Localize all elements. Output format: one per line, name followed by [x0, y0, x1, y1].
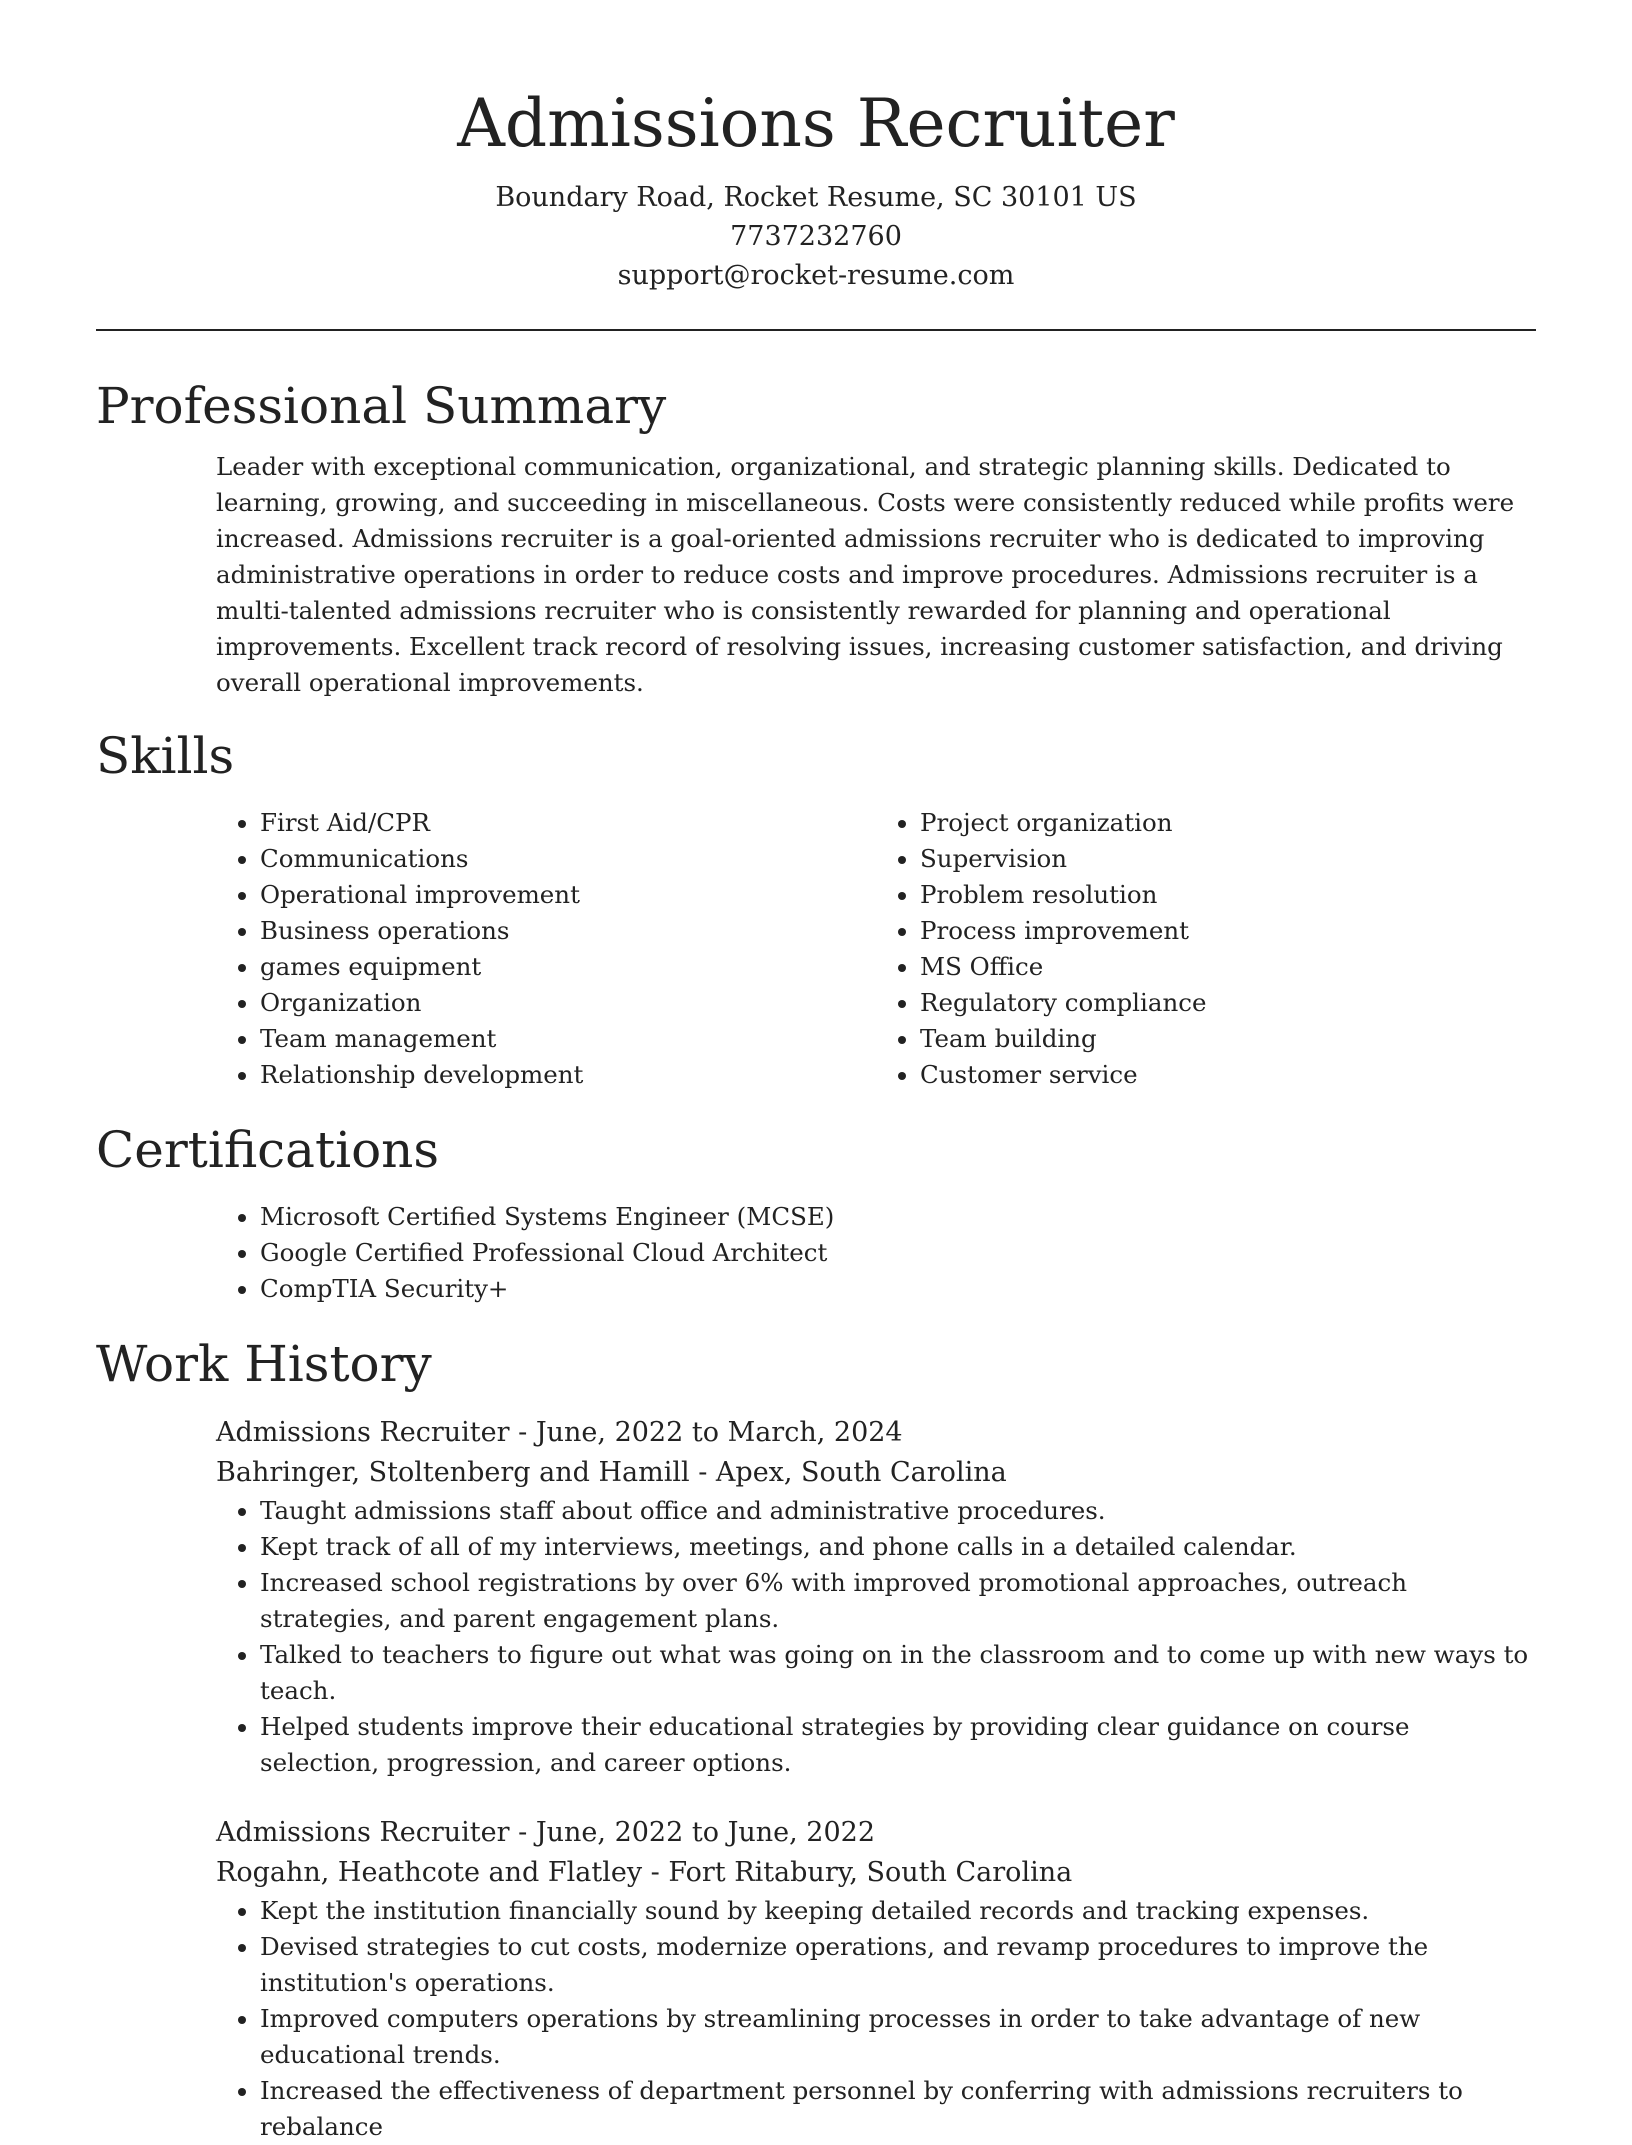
contact-phone: 7737232760 — [730, 221, 902, 252]
certification-item: • Google Certified Professional Cloud Architect — [260, 1235, 1536, 1271]
contact-info — [96, 178, 1536, 295]
skill-item: • Relationship development — [260, 1057, 876, 1093]
skill-item: • Business operations — [260, 913, 876, 949]
skill-item: • Supervision — [920, 841, 1536, 877]
contact-address: Boundary Road, Rocket Resume, SC 30101 US — [495, 182, 1137, 213]
job-bullet: • Devised strategies to cut costs, modernize operations, and revamp procedures to improve the institution's operations. — [260, 1929, 1536, 2001]
skills-list-right — [876, 805, 1536, 1093]
certifications-heading: Certifications — [96, 1121, 440, 1179]
job-company-location: Rogahn, Heathcote and Flatley - Fort Ritabury, South Carolina — [216, 1857, 1073, 1888]
candidate-name: Admissions Recruiter — [457, 85, 1175, 162]
work-history-heading: Work History — [96, 1335, 432, 1393]
contact-email: support@rocket-resume.com — [617, 260, 1015, 291]
skill-item: • Problem resolution — [920, 877, 1536, 913]
skill-item: • MS Office — [920, 949, 1536, 985]
summary-heading: Professional Summary — [96, 377, 667, 435]
skill-item: • Regulatory compliance — [920, 985, 1536, 1021]
skill-item: • Communications — [260, 841, 876, 877]
resume-header — [96, 0, 1536, 295]
summary-text: Leader with exceptional communication, organizational, and strategic planning skills. Dedicated to learning, growing, and succeeding in miscellaneous. Costs were consistently reduced while profits were increased. Admissions recruiter is a goal-oriented admissions recruiter who is dedicated to improving administrative operations in order to reduce costs and improve procedures. Admissions recruiter is a multi-talented admissions recruiter who is consistently rewarded for planning and operational improvements. Excellent track record of resolving issues, increasing customer satisfaction, and driving overall operational improvements. — [216, 452, 1515, 697]
job-entry — [216, 1413, 1536, 1781]
header-divider — [96, 329, 1536, 331]
certification-item: • Microsoft Certified Systems Engineer (MCSE) — [260, 1199, 1536, 1235]
job-bullet: • Increased school registrations by over 6% with improved promotional approaches, outreach strategies, and parent engagement plans. — [260, 1565, 1536, 1637]
skill-item: • First Aid/CPR — [260, 805, 876, 841]
certification-item: • CompTIA Security+ — [260, 1271, 1536, 1307]
skill-item: • Team building — [920, 1021, 1536, 1057]
job-bullets — [216, 1493, 1536, 1781]
skills-grid — [216, 805, 1536, 1093]
job-bullet: • Talked to teachers to figure out what was going on in the classroom and to come up with new ways to teach. — [260, 1637, 1536, 1709]
job-bullet: • Kept the institution financially sound by keeping detailed records and tracking expenses. — [260, 1893, 1536, 1929]
job-bullet: • Increased the effectiveness of department personnel by conferring with admissions recruiters to rebalance — [260, 2073, 1536, 2145]
skill-item: • Customer service — [920, 1057, 1536, 1093]
job-title-dates: Admissions Recruiter - June, 2022 to March, 2024 — [216, 1417, 903, 1448]
skill-item: • games equipment — [260, 949, 876, 985]
skill-item: • Organization — [260, 985, 876, 1021]
job-bullets — [216, 1893, 1536, 2145]
skill-item: • Team management — [260, 1021, 876, 1057]
skill-item: • Process improvement — [920, 913, 1536, 949]
job-bullet: • Improved computers operations by streamlining processes in order to take advantage of new educational trends. — [260, 2001, 1536, 2073]
job-entry — [216, 1813, 1536, 2145]
skill-item: • Project organization — [920, 805, 1536, 841]
job-title-dates: Admissions Recruiter - June, 2022 to June, 2022 — [216, 1817, 876, 1848]
job-bullet: • Helped students improve their educational strategies by providing clear guidance on course selection, progression, and career options. — [260, 1709, 1536, 1781]
job-company-location: Bahringer, Stoltenberg and Hamill - Apex, South Carolina — [216, 1457, 1007, 1488]
job-bullet: • Kept track of all of my interviews, meetings, and phone calls in a detailed calendar. — [260, 1529, 1536, 1565]
skills-list-left — [216, 805, 876, 1093]
skill-item: • Operational improvement — [260, 877, 876, 913]
skills-heading: Skills — [96, 727, 235, 785]
resume-page — [96, 0, 1536, 2141]
job-bullet: • Taught admissions staff about office and administrative procedures. — [260, 1493, 1536, 1529]
certifications-list — [216, 1199, 1536, 1307]
